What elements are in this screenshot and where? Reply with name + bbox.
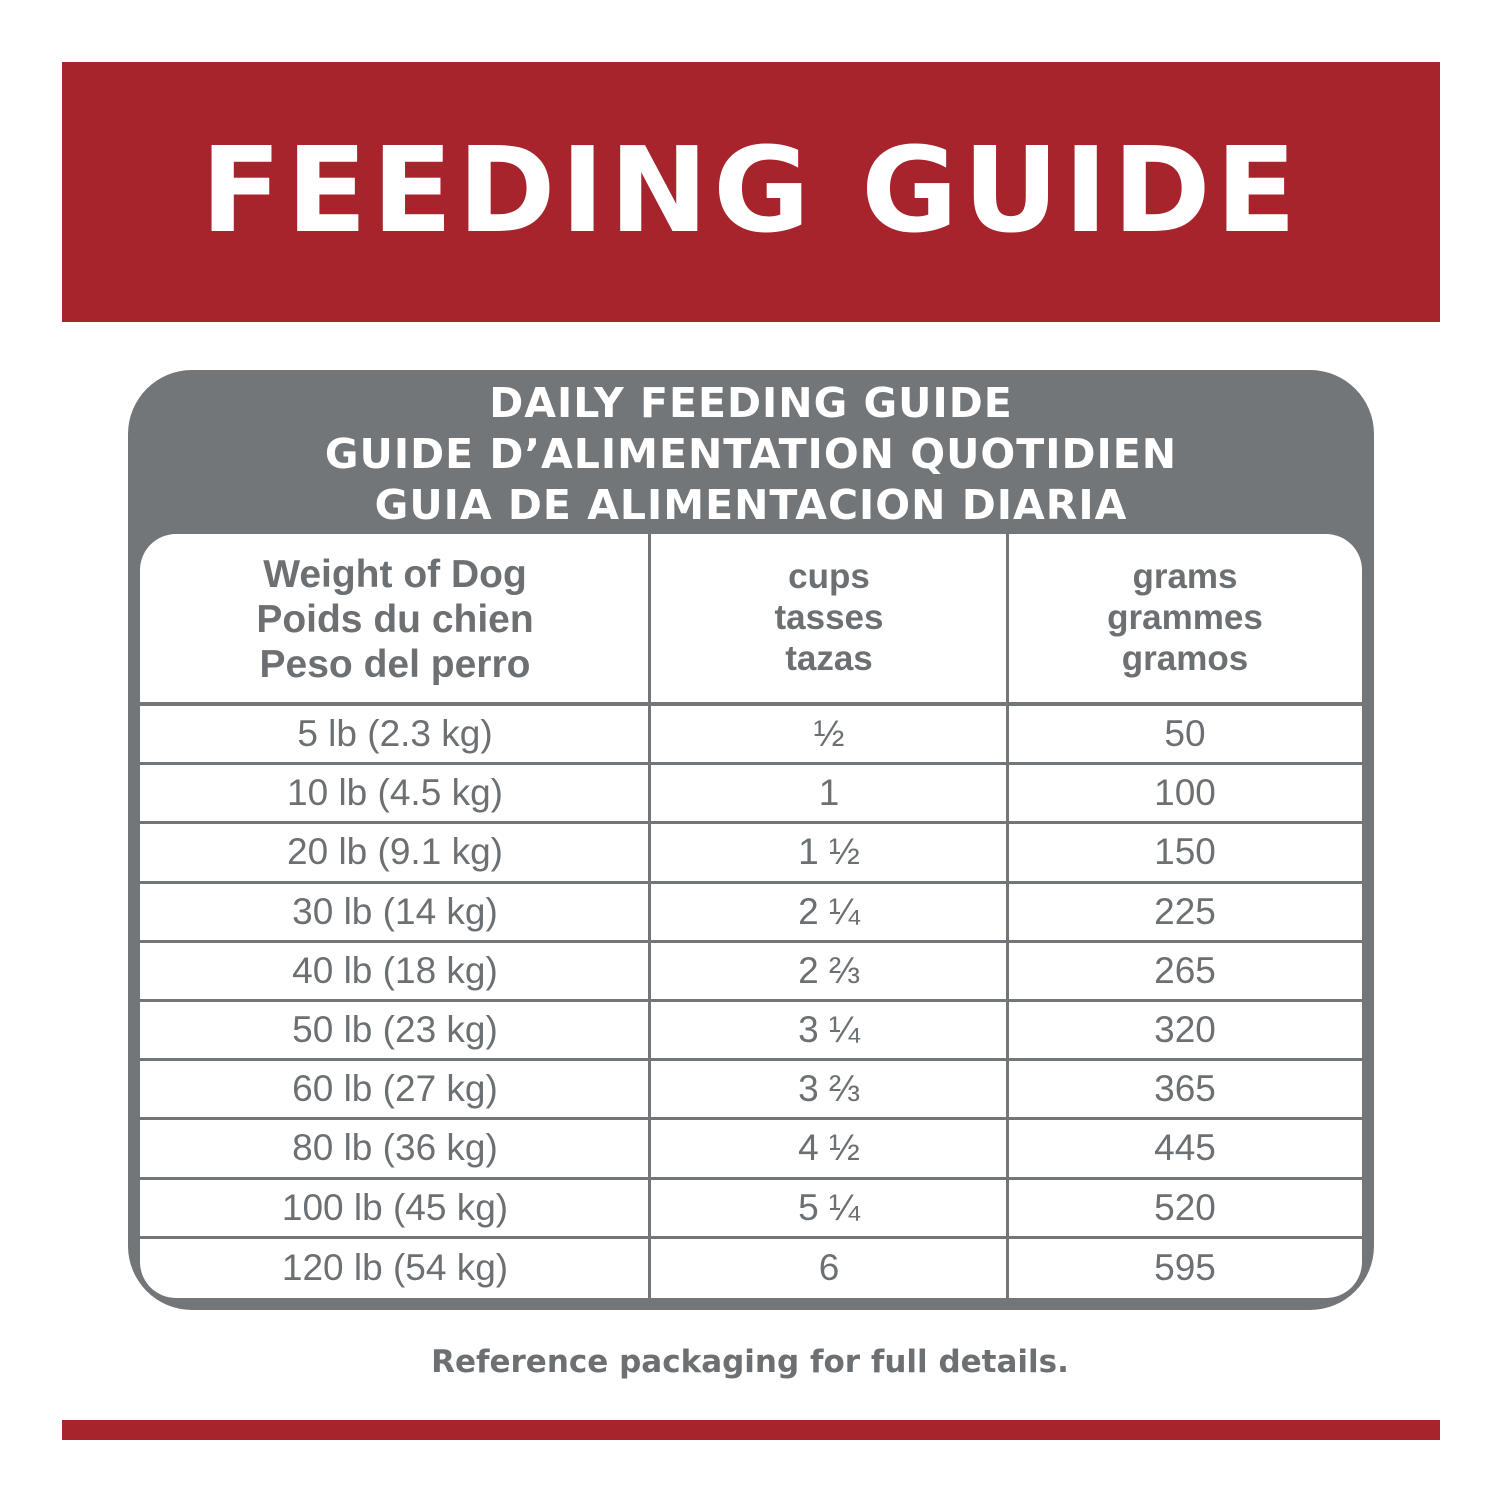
table-header-row (140, 534, 1362, 706)
header-line-spanish: GUIA DE ALIMENTACION DIARIA (374, 481, 1128, 529)
table-row (140, 884, 1362, 943)
card-header (128, 378, 1374, 531)
grams-cell: 320 (1154, 1009, 1216, 1051)
cups-cell: 1 (818, 772, 840, 814)
cups-cell: 5 ¼ (798, 1186, 860, 1228)
column-header-label: grammes (1107, 598, 1263, 637)
banner-title: FEEDING GUIDE (200, 121, 1302, 259)
grams-cell: 50 (1164, 713, 1206, 755)
table-body (140, 706, 1362, 1298)
header-line-english: DAILY FEEDING GUIDE (489, 379, 1013, 427)
weight-cell: 20 lb (9.1 kg) (287, 831, 503, 873)
cups-cell: 4 ½ (798, 1127, 860, 1169)
table-row (140, 706, 1362, 765)
header-line-french: GUIDE D’ALIMENTATION QUOTIDIEN (324, 430, 1178, 478)
cups-cell: 6 (818, 1247, 840, 1289)
table-row (140, 1239, 1362, 1298)
column-header-label: Weight of Dog (263, 553, 527, 596)
daily-feeding-guide-card (128, 370, 1374, 1310)
grams-cell: 520 (1154, 1186, 1216, 1228)
column-header-cups (650, 556, 1008, 679)
feeding-guide-banner (62, 62, 1440, 322)
feeding-table (140, 534, 1362, 1298)
weight-cell: 10 lb (4.5 kg) (287, 772, 503, 814)
weight-cell: 30 lb (14 kg) (292, 890, 498, 932)
column-header-label: tazas (785, 639, 873, 678)
weight-cell: 120 lb (54 kg) (281, 1247, 509, 1289)
grams-cell: 365 (1154, 1068, 1216, 1110)
weight-cell: 5 lb (2.3 kg) (297, 713, 493, 755)
column-header-label: Poids du chien (256, 598, 534, 641)
bottom-accent-bar (62, 1420, 1440, 1440)
cups-cell: 2 ¼ (798, 890, 860, 932)
column-header-label: Peso del perro (259, 643, 531, 686)
table-row (140, 1002, 1362, 1061)
table-row (140, 943, 1362, 1002)
table-row (140, 765, 1362, 824)
grams-cell: 595 (1154, 1247, 1216, 1289)
weight-cell: 50 lb (23 kg) (292, 1009, 498, 1051)
column-header-weight (140, 552, 650, 687)
table-row (140, 1061, 1362, 1120)
cups-cell: 3 ⅔ (798, 1068, 860, 1110)
grams-cell: 100 (1154, 772, 1216, 814)
cups-cell: 2 ⅔ (798, 949, 860, 991)
cups-cell: ½ (813, 713, 845, 755)
grams-cell: 225 (1154, 890, 1216, 932)
weight-cell: 100 lb (45 kg) (281, 1186, 509, 1228)
table-row (140, 824, 1362, 883)
grams-cell: 150 (1154, 831, 1216, 873)
weight-cell: 40 lb (18 kg) (292, 949, 498, 991)
table-row (140, 1120, 1362, 1179)
column-header-label: gramos (1121, 639, 1249, 678)
cups-cell: 1 ½ (798, 831, 860, 873)
weight-cell: 60 lb (27 kg) (292, 1068, 498, 1110)
table-row (140, 1180, 1362, 1239)
footer-note: Reference packaging for full details. (431, 1344, 1069, 1380)
column-header-label: grams (1132, 557, 1238, 596)
column-header-label: tasses (774, 598, 884, 637)
column-header-grams (1008, 556, 1362, 679)
weight-cell: 80 lb (36 kg) (292, 1127, 498, 1169)
grams-cell: 265 (1154, 949, 1216, 991)
cups-cell: 3 ¼ (798, 1009, 860, 1051)
column-header-label: cups (788, 557, 870, 596)
grams-cell: 445 (1154, 1127, 1216, 1169)
